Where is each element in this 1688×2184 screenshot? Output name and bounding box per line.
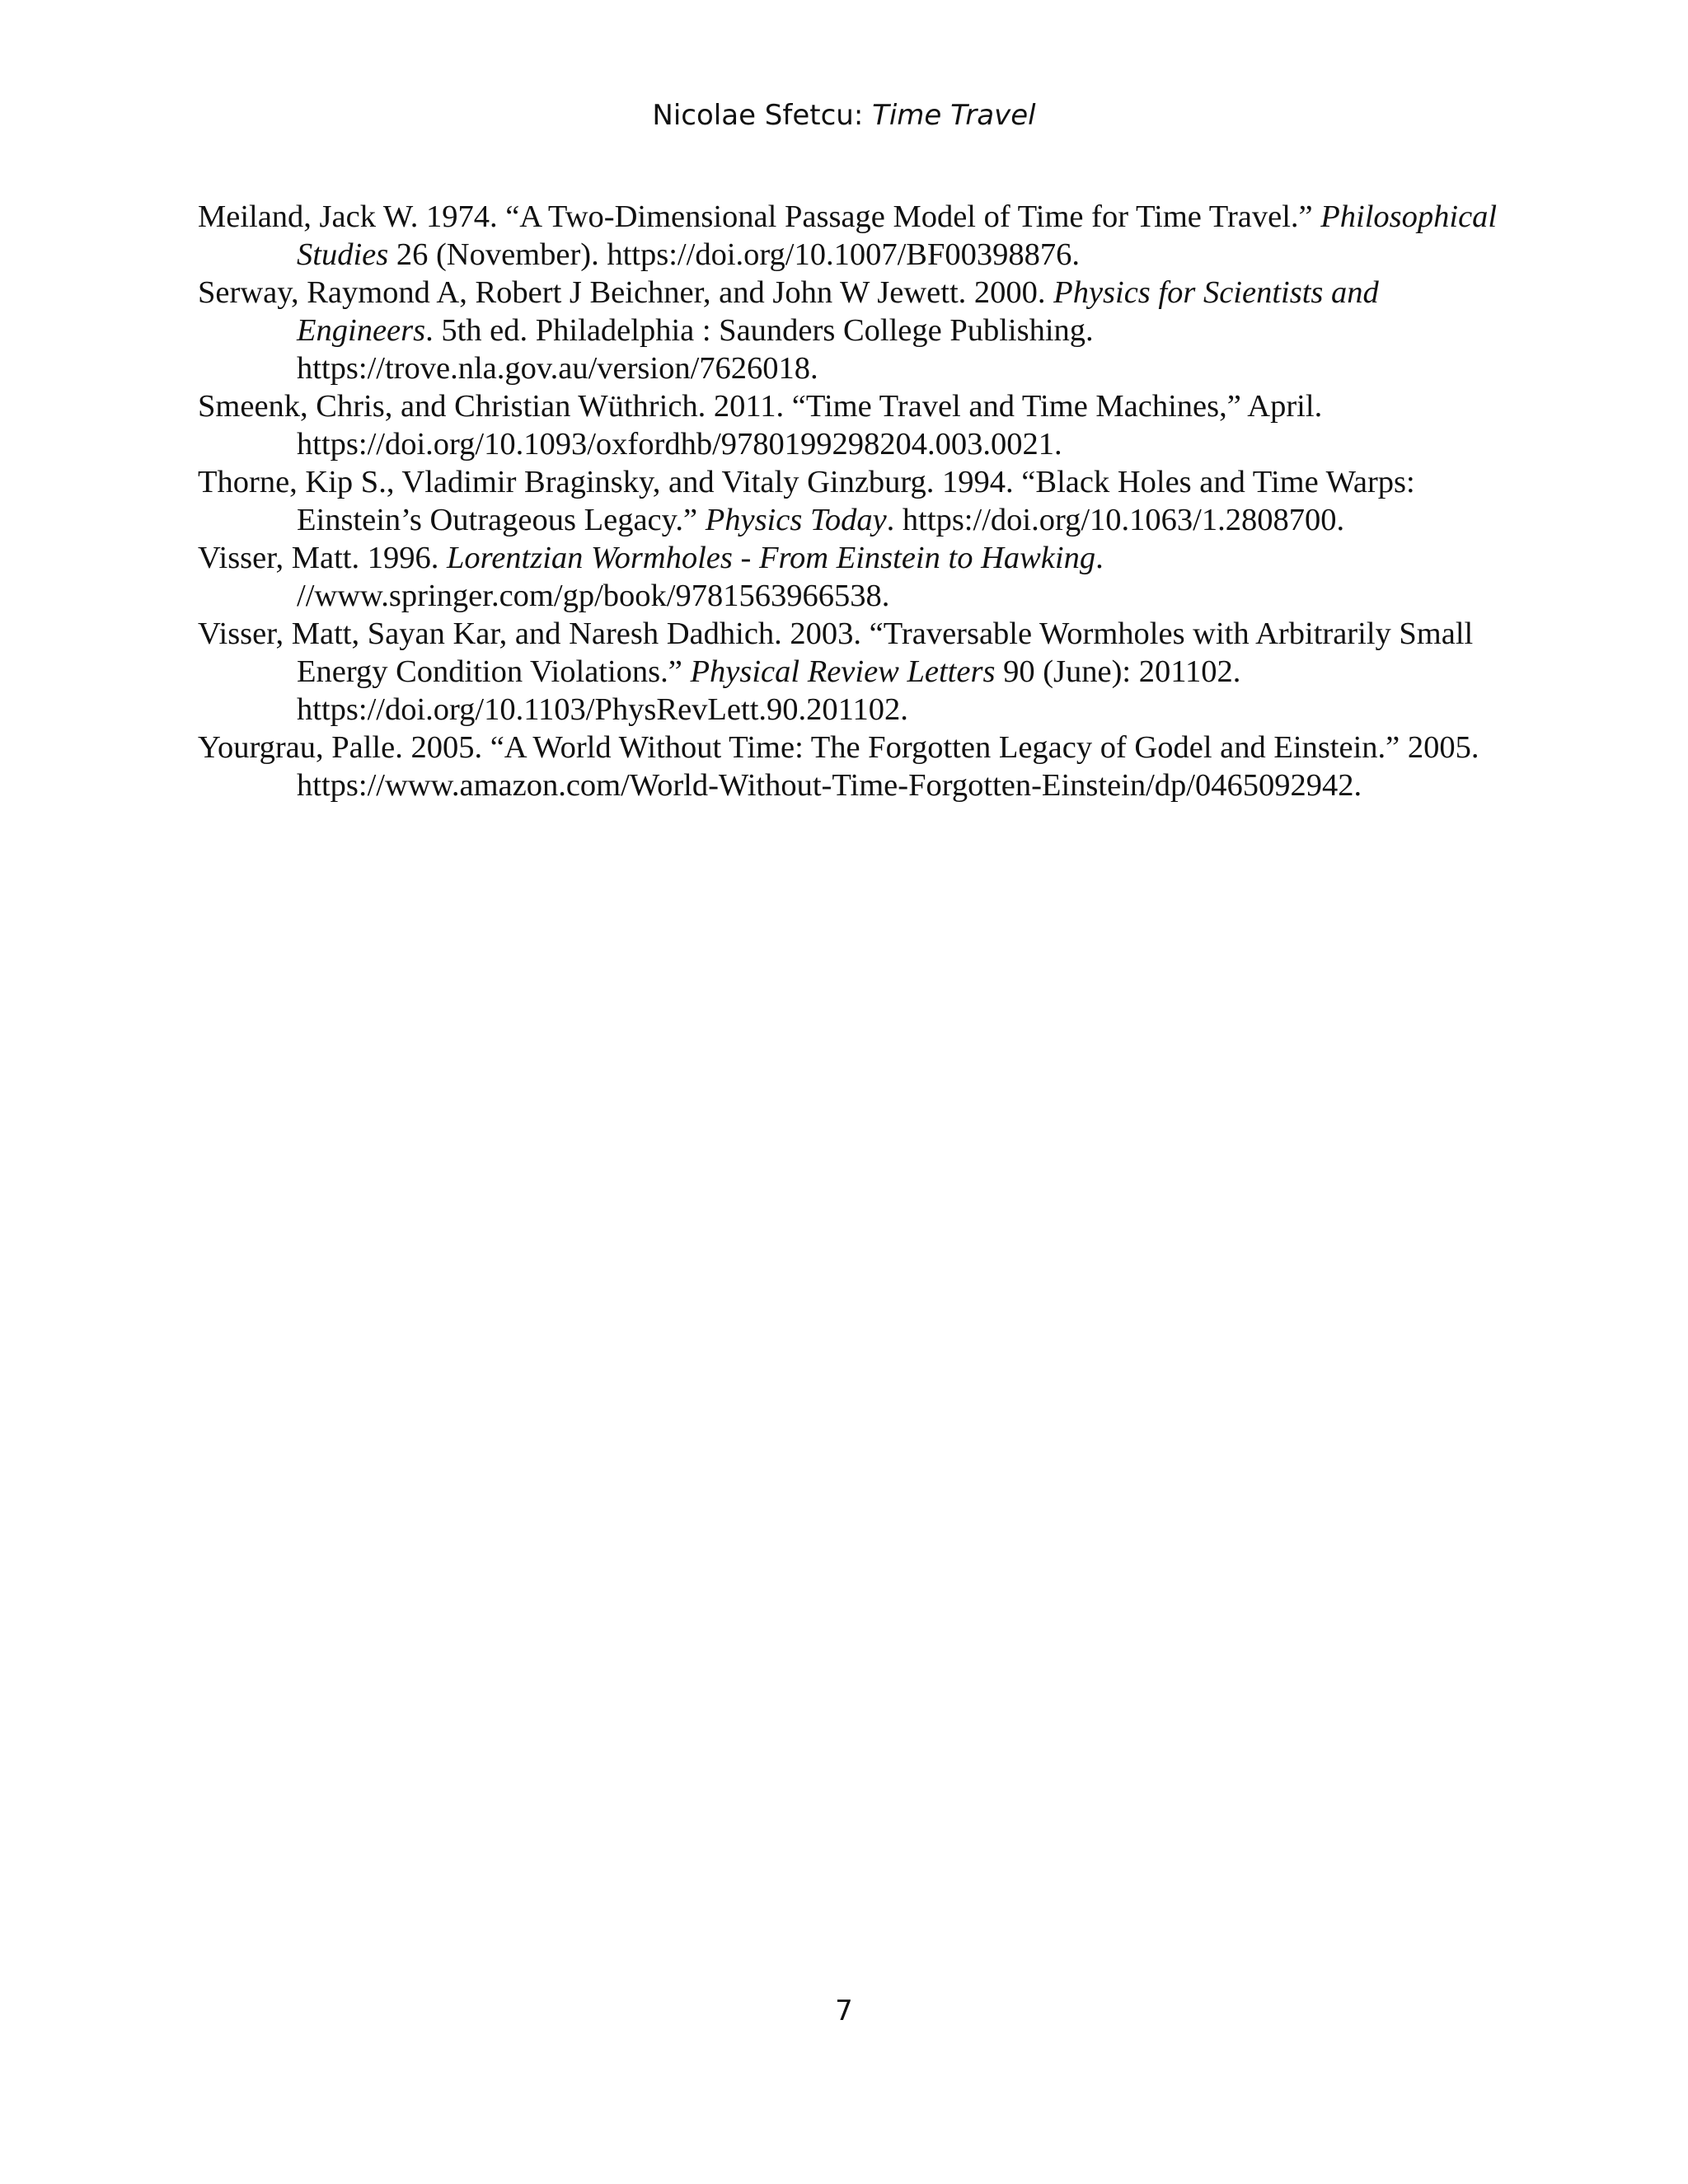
reference-visser-1996 — [198, 539, 1517, 615]
reference-text: 90 (June): 201102. https://doi.org/10.1103/PhysRevLett.90.201102. — [297, 654, 1241, 727]
reference-thorne — [198, 463, 1517, 539]
reference-journal: Physics Today — [705, 503, 887, 537]
reference-serway — [198, 274, 1517, 387]
reference-text: . //www.springer.com/gp/book/9781563966538. — [297, 541, 1104, 613]
reference-book-title: Physics for Scientists and Engineers — [297, 275, 1379, 348]
reference-visser-2003 — [198, 615, 1517, 729]
reference-journal: Physical Review Letters — [690, 654, 996, 689]
reference-text: Meiland, Jack W. 1974. “A Two-Dimensional Passage Model of Time for Time Travel.” — [198, 199, 1321, 234]
reference-smeenk — [198, 387, 1517, 463]
reference-yourgrau — [198, 729, 1517, 804]
reference-meiland — [198, 198, 1517, 274]
reference-book-title: Lorentzian Wormholes - From Einstein to Hawking — [446, 541, 1096, 575]
header-author: Nicolae Sfetcu: — [652, 99, 873, 132]
page-header — [0, 97, 1688, 134]
reference-text: . https://doi.org/10.1063/1.2808700. — [886, 503, 1345, 537]
page-number: 7 — [835, 1994, 853, 2027]
reference-text: 26 (November). https://doi.org/10.1007/BF00398876. — [388, 237, 1081, 272]
reference-text: Thorne, Kip S., Vladimir Braginsky, and Vitaly Ginzburg. 1994. “Black Holes and Time Warps: Einstein’s Outrageous Legacy.” — [198, 465, 1415, 537]
reference-list — [198, 198, 1517, 804]
reference-text: Smeenk, Chris, and Christian Wüthrich. 2011. “Time Travel and Time Machines,” April. https://doi.org/10.1093/oxfordhb/9780199298204.003.0021. — [198, 389, 1323, 462]
reference-text: Serway, Raymond A, Robert J Beichner, and John W Jewett. 2000. — [198, 275, 1054, 310]
reference-text: Visser, Matt, Sayan Kar, and Naresh Dadhich. 2003. “Traversable Wormholes with Arbitrarily Small Energy Condition Violations.” — [198, 616, 1474, 689]
reference-text: Visser, Matt. 1996. — [198, 541, 447, 575]
header-title: Time Travel — [872, 99, 1036, 132]
reference-text: Yourgrau, Palle. 2005. “A World Without Time: The Forgotten Legacy of Godel and Einstein.” 2005. https://www.amazon.com/World-Without-Time-Forgotten-Einstein/dp/0465092942. — [198, 730, 1479, 803]
reference-text: . 5th ed. Philadelphia : Saunders College Publishing. https://trove.nla.gov.au/version/7626018. — [297, 313, 1094, 386]
reference-journal: Philosophical Studies — [297, 199, 1498, 272]
